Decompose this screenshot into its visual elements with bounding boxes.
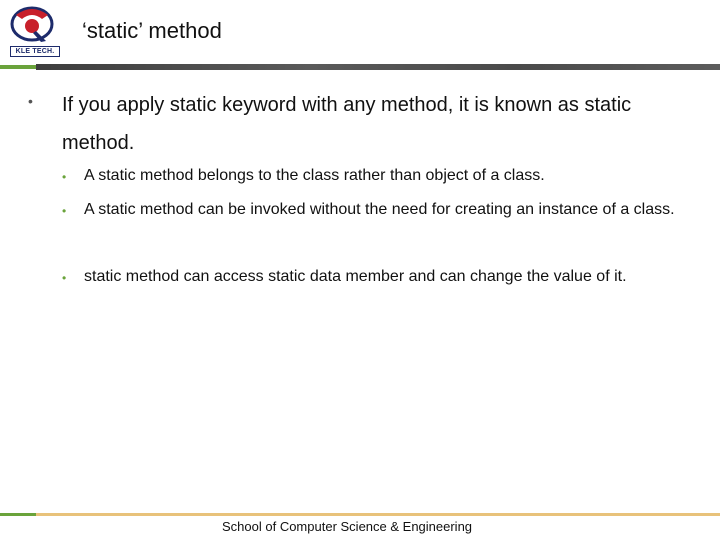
footer-divider	[0, 513, 720, 516]
sub-bullet-text: static method can access static data member and can change the value of it.	[84, 268, 627, 285]
main-bullet-text: If you apply static keyword with any method, it is known as static method.	[62, 94, 632, 154]
kle-tech-logo	[6, 5, 58, 57]
sub-bullet-text: A static method belongs to the class rather than object of a class.	[84, 167, 545, 184]
header-divider	[0, 64, 720, 72]
main-bullet-dot: •	[28, 93, 33, 109]
kle-logo-emblem-icon	[6, 5, 58, 45]
slide-title: ‘static’ method	[82, 18, 222, 43]
sub-bullet-dot: •	[62, 271, 67, 285]
sub-bullet-text: A static method can be invoked without the need for creating an instance of a class.	[84, 201, 675, 218]
header-divider-accent	[0, 65, 36, 69]
header-divider-bar	[36, 64, 720, 70]
footer-text: School of Computer Science & Engineering	[222, 519, 473, 534]
sub-bullet-dot: •	[62, 170, 67, 184]
footer-divider-accent	[0, 513, 36, 516]
logo-caption: KLE TECH.	[10, 46, 60, 57]
sub-bullet-dot: •	[62, 204, 67, 218]
